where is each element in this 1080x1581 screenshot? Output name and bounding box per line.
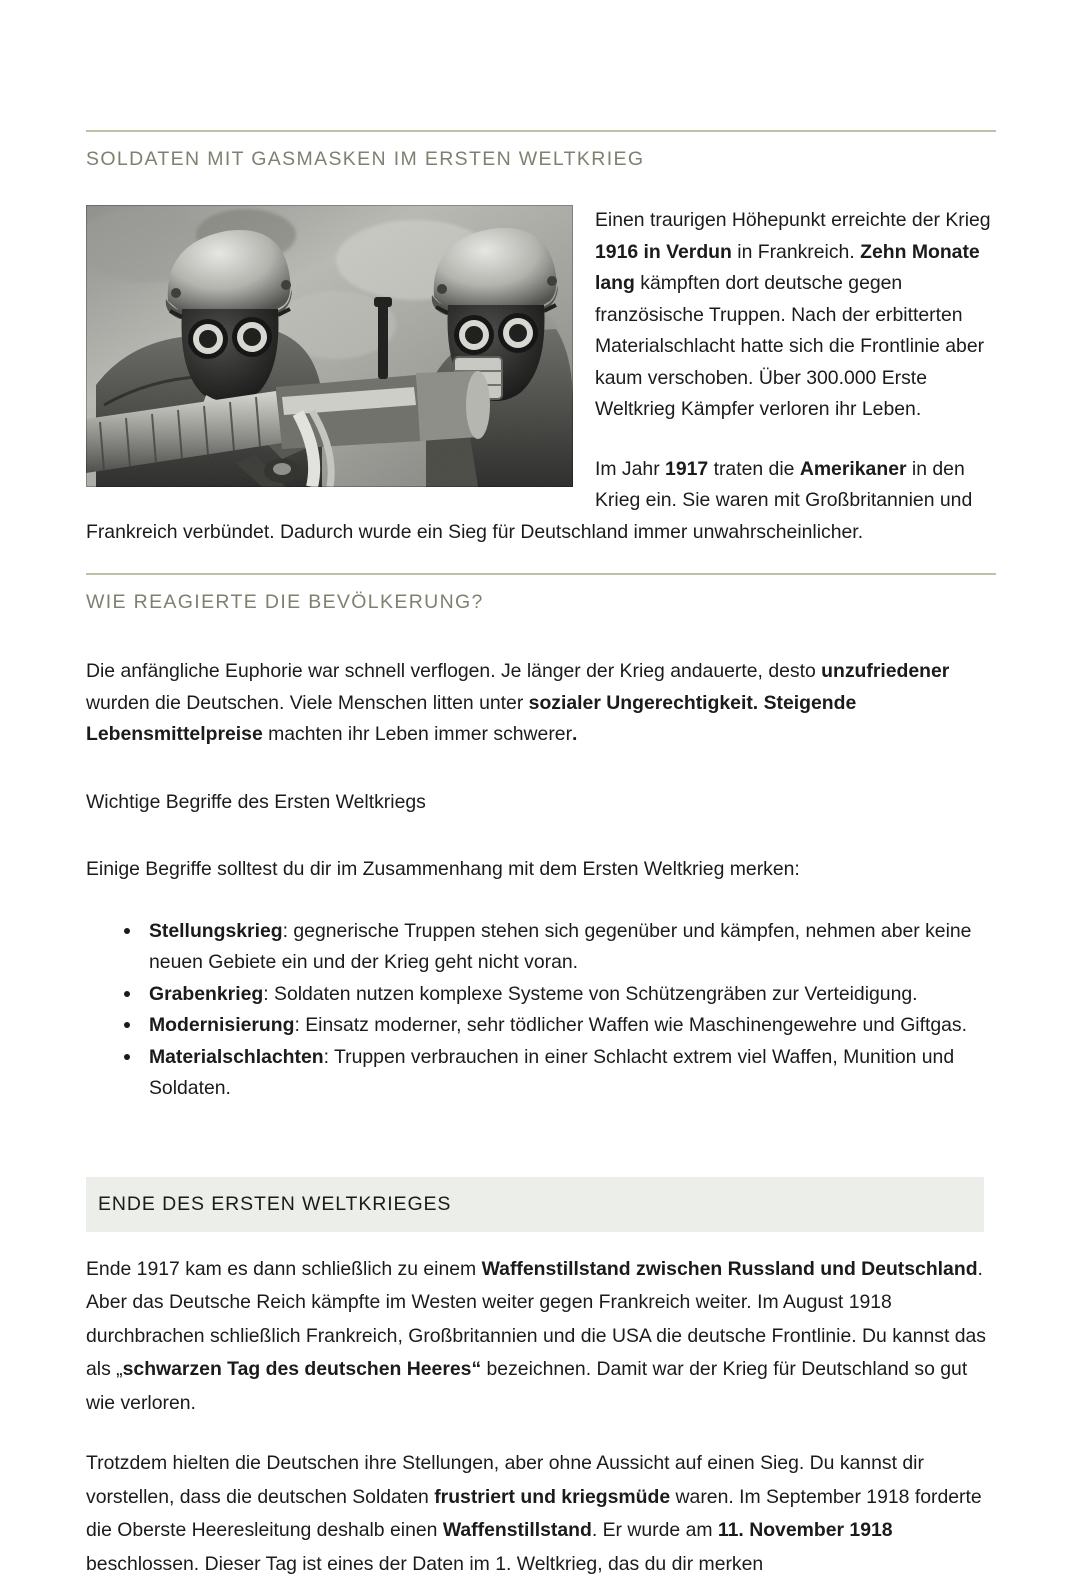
photo-soldiers-with-gasmasks	[86, 205, 573, 487]
s3p1-run-3: . Aber das Deutsche Reich kämpfte im Westen weiter gegen Frankreich weiter. Im August 1918 durchbrachen schließlich Frankreich, Großbritannien und die USA die deutsche Frontlinie. Du kannst das als „	[86, 1257, 986, 1380]
section-3-paragraph-1	[86, 1253, 996, 1421]
s2p1-run-8-bold: .	[572, 723, 578, 745]
section-heading-wie-reagierte-die-bevoelkerung: WIE REAGIERTE DIE BEVÖLKERUNG?	[86, 591, 484, 613]
p1-run-3: in Frankreich.	[731, 240, 861, 263]
section-1-text-and-image	[86, 205, 996, 548]
term-definition: : Einsatz moderner, sehr tödlicher Waffen wie Maschinengewehre und Giftgas.	[294, 1014, 968, 1036]
s3p1-run-2-bold: Waffenstillstand zwischen Russland und Deutschland	[481, 1257, 978, 1280]
s3p2-run-6-bold: 11. November 1918	[717, 1519, 893, 1541]
s3p2-run-4-bold: Waffenstillstand	[442, 1519, 592, 1541]
section-3-paragraph-2	[86, 1447, 996, 1581]
s2p1-run-7: machten ihr Leben immer schwerer	[262, 723, 573, 745]
term-name: Stellungskrieg	[149, 919, 283, 942]
p2-run-3: traten die	[708, 457, 800, 480]
p2-run-1: Im Jahr	[595, 457, 666, 480]
term-definition: : Soldaten nutzen komplexe Systeme von Schützengräben zur Verteidigung.	[263, 982, 918, 1005]
bullet-icon	[124, 1054, 130, 1060]
list-item	[86, 1042, 996, 1105]
s3p1-run-1: Ende 1917 kam es dann schließlich zu einem	[86, 1257, 482, 1280]
term-name: Modernisierung	[149, 1014, 295, 1036]
p1-run-4-bold: Zehn Monate lang	[595, 240, 980, 294]
term-definition: : gegnerische Truppen stehen sich gegenüber und kämpfen, nehmen aber keine neuen Gebiete ein und der Krieg geht nicht voran.	[149, 919, 972, 973]
s3p2-run-2-bold: frustriert und kriegsmüde	[434, 1485, 671, 1508]
s2p1-run-2-bold: unzufriedener	[821, 660, 950, 682]
s2p1-run-6-bold: Steigende Lebensmittelpreise	[86, 691, 857, 745]
list-item	[86, 916, 996, 979]
s3p1-run-5: bezeichnen. Damit war der Krieg für Deutschland so gut wie verloren.	[86, 1358, 968, 1414]
bullet-icon	[124, 928, 130, 934]
section-2-paragraph-2: Wichtige Begriffe des Ersten Weltkriegs	[86, 790, 426, 813]
s3p2-run-7: beschlossen. Dieser Tag ist eines der Daten im 1. Weltkrieg, das du dir merken	[86, 1552, 764, 1575]
p1-run-2-bold: 1916 in Verdun	[595, 240, 732, 263]
s2p1-run-4-bold: sozialer Ungerechtigkeit.	[528, 691, 759, 714]
term-name: Grabenkrieg	[149, 982, 264, 1005]
s3p1-run-4-bold: schwarzen Tag des deutschen Heeres“	[122, 1358, 482, 1380]
p2-run-2-bold: 1917	[665, 457, 709, 480]
p1-run-1: Einen traurigen Höhepunkt erreichte der Krieg	[595, 209, 991, 231]
section-heading-soldaten-mit-gasmasken: SOLDATEN MIT GASMASKEN IM ERSTEN WELTKRIEG	[86, 148, 645, 170]
s3p2-run-5: . Er wurde am	[591, 1519, 718, 1541]
section-2-paragraph-3: Einige Begriffe solltest du dir im Zusammenhang mit dem Ersten Weltkrieg merken:	[86, 858, 800, 880]
p2-run-4-bold: Amerikaner	[799, 457, 907, 480]
list-item	[86, 1010, 996, 1042]
s3p2-run-3: waren. Im September 1918 forderte die Oberste Heeresleitung deshalb einen	[86, 1485, 982, 1541]
s3p2-run-1: Trotzdem hielten die Deutschen ihre Stellungen, aber ohne Aussicht auf einen Sieg. Du kannst dir vorstellen, dass die deutschen Soldaten	[86, 1452, 924, 1508]
p2-run-5: in den Krieg ein. Sie waren mit Großbritannien und Frankreich verbündet. Dadurch wurde ein Sieg für Deutschland immer unwahrscheinlicher.	[86, 457, 973, 543]
term-name: Materialschlachten	[149, 1045, 324, 1068]
bullet-icon	[124, 1022, 130, 1028]
list-item	[86, 979, 996, 1011]
bullet-icon	[124, 991, 130, 997]
section-2-paragraph-1	[86, 656, 996, 751]
document-content-column	[86, 0, 996, 1581]
term-definition: : Truppen verbrauchen in einer Schlacht extrem viel Waffen, Munition und Soldaten.	[149, 1045, 955, 1099]
s2p1-run-1: Die anfängliche Euphorie war schnell verflogen. Je länger der Krieg andauerte, desto	[86, 660, 822, 682]
p1-run-5: kämpften dort deutsche gegen französische Truppen. Nach der erbitterten Materialschlacht hatte sich die Frontlinie aber kaum verschoben. Über 300.000 Erste Weltkrieg Kämpfer verloren ihr Leben.	[595, 272, 985, 420]
section-heading-ende-des-ersten-weltkrieges: ENDE DES ERSTEN WELTKRIEGES	[86, 1177, 984, 1232]
terms-list	[86, 916, 996, 1105]
s2p1-run-3: wurden die Deutschen. Viele Menschen litten unter	[86, 691, 529, 714]
